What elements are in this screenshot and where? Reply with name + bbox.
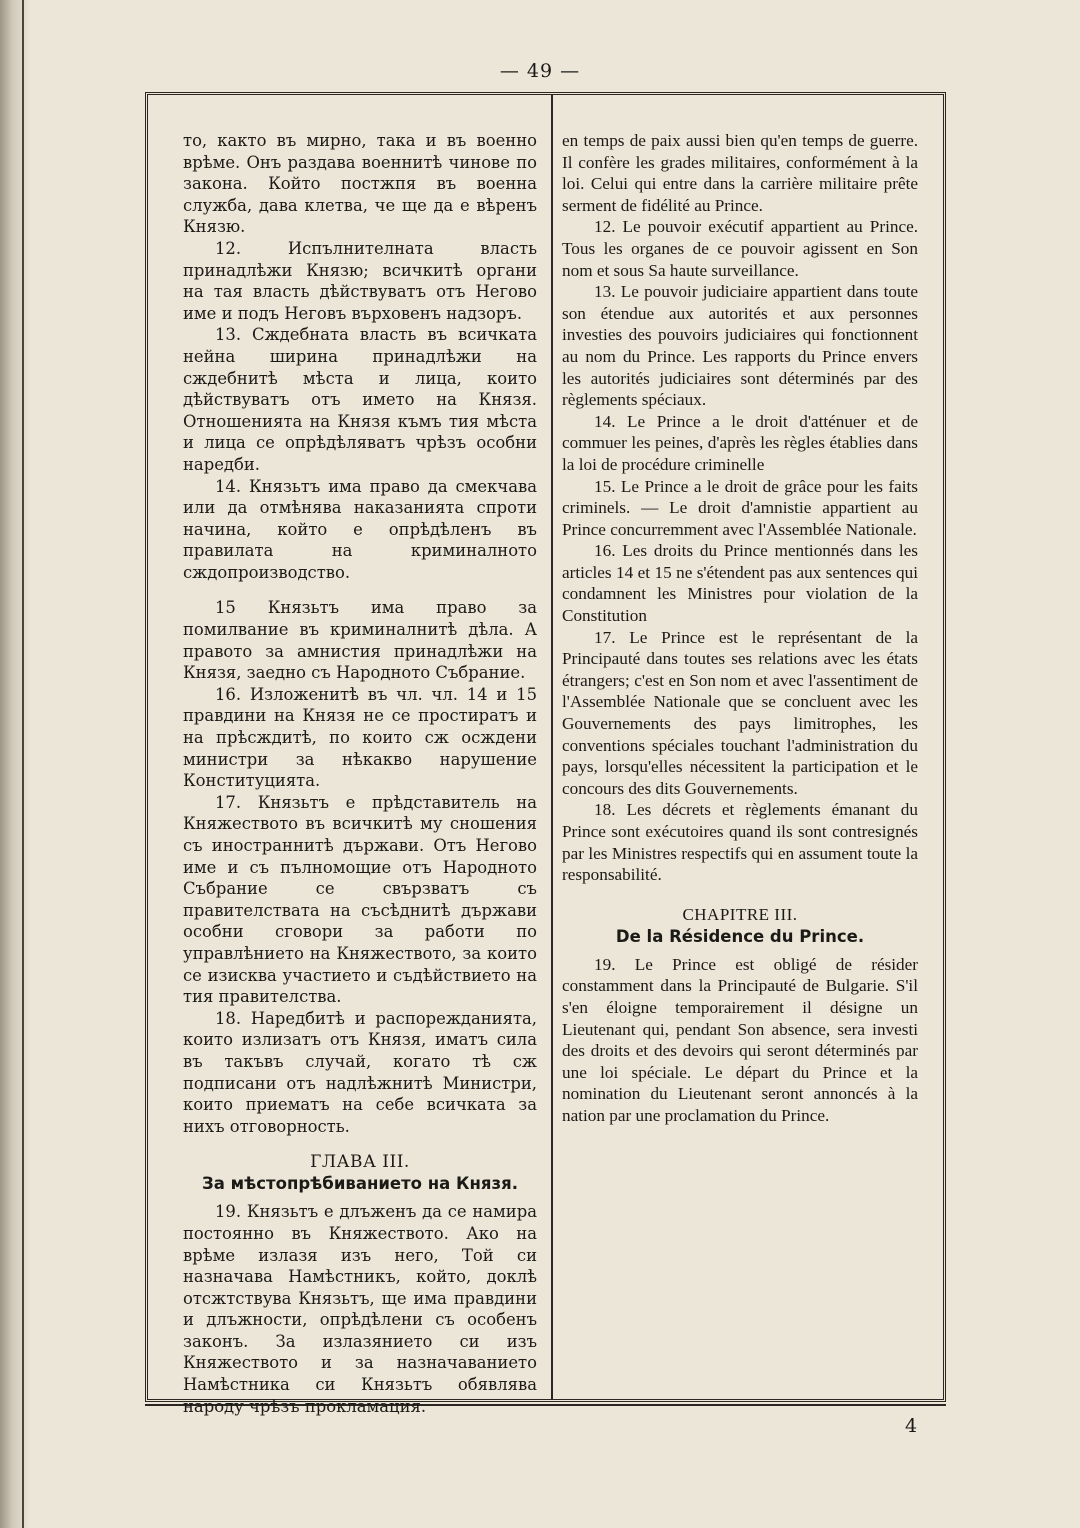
fr-article-15: 15. Le Prince a le droit de grâce pour les faits criminels. — Le droit d'amnistie appartient au Prince concurremment avec l'Assemblée Nationale. <box>562 476 918 539</box>
bg-article-19: 19. Князьтъ е длъженъ да се намира постоянно въ Княжеството. Ако на врѣме излазя изъ него, Той си назначава Намѣстникъ, който, доклѣ отсжтствува Князьтъ, ще има правдини и длъжности, опрѣдѣлени съ особенъ законъ. За излазянието си изъ Княжеството и за назначаванието Намѣстника си Князьтъ обявлява народу чрѣзъ прокламация. <box>183 1202 537 1416</box>
fr-article-12: 12. Le pouvoir exécutif appartient au Prince. Tous les organes de ce pouvoir agissent en Son nom et sous Sa haute surveillance. <box>562 217 918 280</box>
page-binding-edge <box>0 0 30 1528</box>
fr-article-13: 13. Le pouvoir judiciaire appartient dans toute son étendue aux autorités et aux personnes investies des pouvoirs judiciaires qui fonctionnent au nom du Prince. Les rapports du Prince envers les autorités judiciaires sont déterminés par des règlements spéciaux. <box>562 282 918 410</box>
fr-article-14: 14. Le Prince a le droit d'atténuer et de commuer les peines, d'après les règles établies dans la loi de procédure criminelle <box>562 411 918 474</box>
fr-article-19: 19. Le Prince est obligé de résider constamment dans la Principauté de Bulgarie. S'il s'en éloigne temporairement il désigne un Lieutenant qui, pendant Son absence, sera investi des droits et des devoirs qui seront déterminés par une loi spéciale. Le départ du Prince et la nomination du Lieutenant seront annoncés à la nation par une proclamation du Prince. <box>562 954 918 1125</box>
fr-continuation: en temps de paix aussi bien qu'en temps de guerre. Il confère les grades militaires, conformément à la loi. Celui qui entre dans la carrière militaire prête serment de fidélité au Prince. <box>562 131 918 215</box>
bg-article-13: 13. Сждебната власть въ всичката нейна ширина принадлѣжи на сждебнитѣ мѣста и лица, които дѣйствуватъ отъ името на Князя. Отношенията на Князя къмъ тия мѣста и лица се опрѣдѣляватъ чрѣзъ особни наредби. <box>183 325 537 474</box>
fr-article-17: 17. Le Prince est le représentant de la Principauté dans toutes ses relations avec les états étrangers; c'est en Son nom et avec l'assentiment de l'Assemblée Nationale que se concluent avec les Gouvernements des pays limitrophes, les conventions spéciales touchant l'administration du pays, lorsqu'elles nécessitent la participation et le concours des dits Gouvernements. <box>562 627 918 798</box>
bg-chapter-subtitle: За мѣстопрѣбиванието на Князя. <box>202 1174 518 1194</box>
bg-article-17: 17. Князьтъ е прѣдставитель на Княжеството въ всичкитѣ му сношения съ иностраннитѣ държави. Отъ Негово име и съ пълномощие отъ Народното Събрание се свързватъ съ правителствата на съсѣднитѣ държави особни сговори за работи по управлѣнието на Княжеството, за които се изисква участието и съдѣйствието на тия правителства. <box>183 792 537 1007</box>
fr-chapter-subtitle: De la Résidence du Prince. <box>615 926 865 946</box>
bg-continuation: то, както въ мирно, така и въ военно врѣме. Онъ раздава военнитѣ чинове по закона. Който постжпя въ военна служба, дава клетва, че ще да е вѣренъ Князю. <box>183 131 537 237</box>
bg-article-16: 16. Изложенитѣ въ чл. чл. 14 и 15 правдини на Князя не се простиратъ и на прѣсждитѣ, по които сж осждени министри за нѣкакво нарушение Конституцията. <box>183 684 537 791</box>
bg-article-18: 18. Наредбитѣ и распорежданията, които излизатъ отъ Князя, иматъ сила въ такъвъ случай, когато тѣ сж подписани отъ надлѣжнитѣ Министри, които приематъ на себе всичката за нихъ отговорность. <box>183 1008 537 1136</box>
bg-article-12: 12. Испълнителната власть принадлѣжи Князю; всичкитѣ органи на тая власть дѣйствуватъ отъ Негово име и подъ Неговъ върховенъ надзоръ. <box>183 238 537 323</box>
bulgarian-column <box>183 130 537 1417</box>
page-number: — 49 — <box>499 60 581 82</box>
signature-mark: 4 <box>905 1415 918 1437</box>
bg-article-14: 14. Князьтъ има право да смекчава или да отмѣнява наказанията спроти начина, който е опрѣдѣленъ въ правилата на криминалното сждопроизводство. <box>183 476 537 582</box>
bg-chapter-title: ГЛАВА III. <box>310 1152 410 1173</box>
fr-article-18: 18. Les décrets et règlements émanant du Prince sont exécutoires quand ils sont contresignés par les Ministres respectifs qui en assument toute la responsabilité. <box>562 800 918 885</box>
french-column <box>562 130 918 1127</box>
fr-article-16: 16. Les droits du Prince mentionnés dans les articles 14 et 15 ne s'étendent pas aux sentences qui condamnent les Ministres pour violation de la Constitution <box>562 541 918 626</box>
bg-article-15: 15 Князьтъ има право за помилвание въ криминалнитѣ дѣла. А правото за амнистия принадлѣжи на Князя, заедно съ Народното Събрание. <box>183 598 537 683</box>
column-divider <box>551 95 553 1400</box>
fr-chapter-title: CHAPITRE III. <box>682 904 798 924</box>
